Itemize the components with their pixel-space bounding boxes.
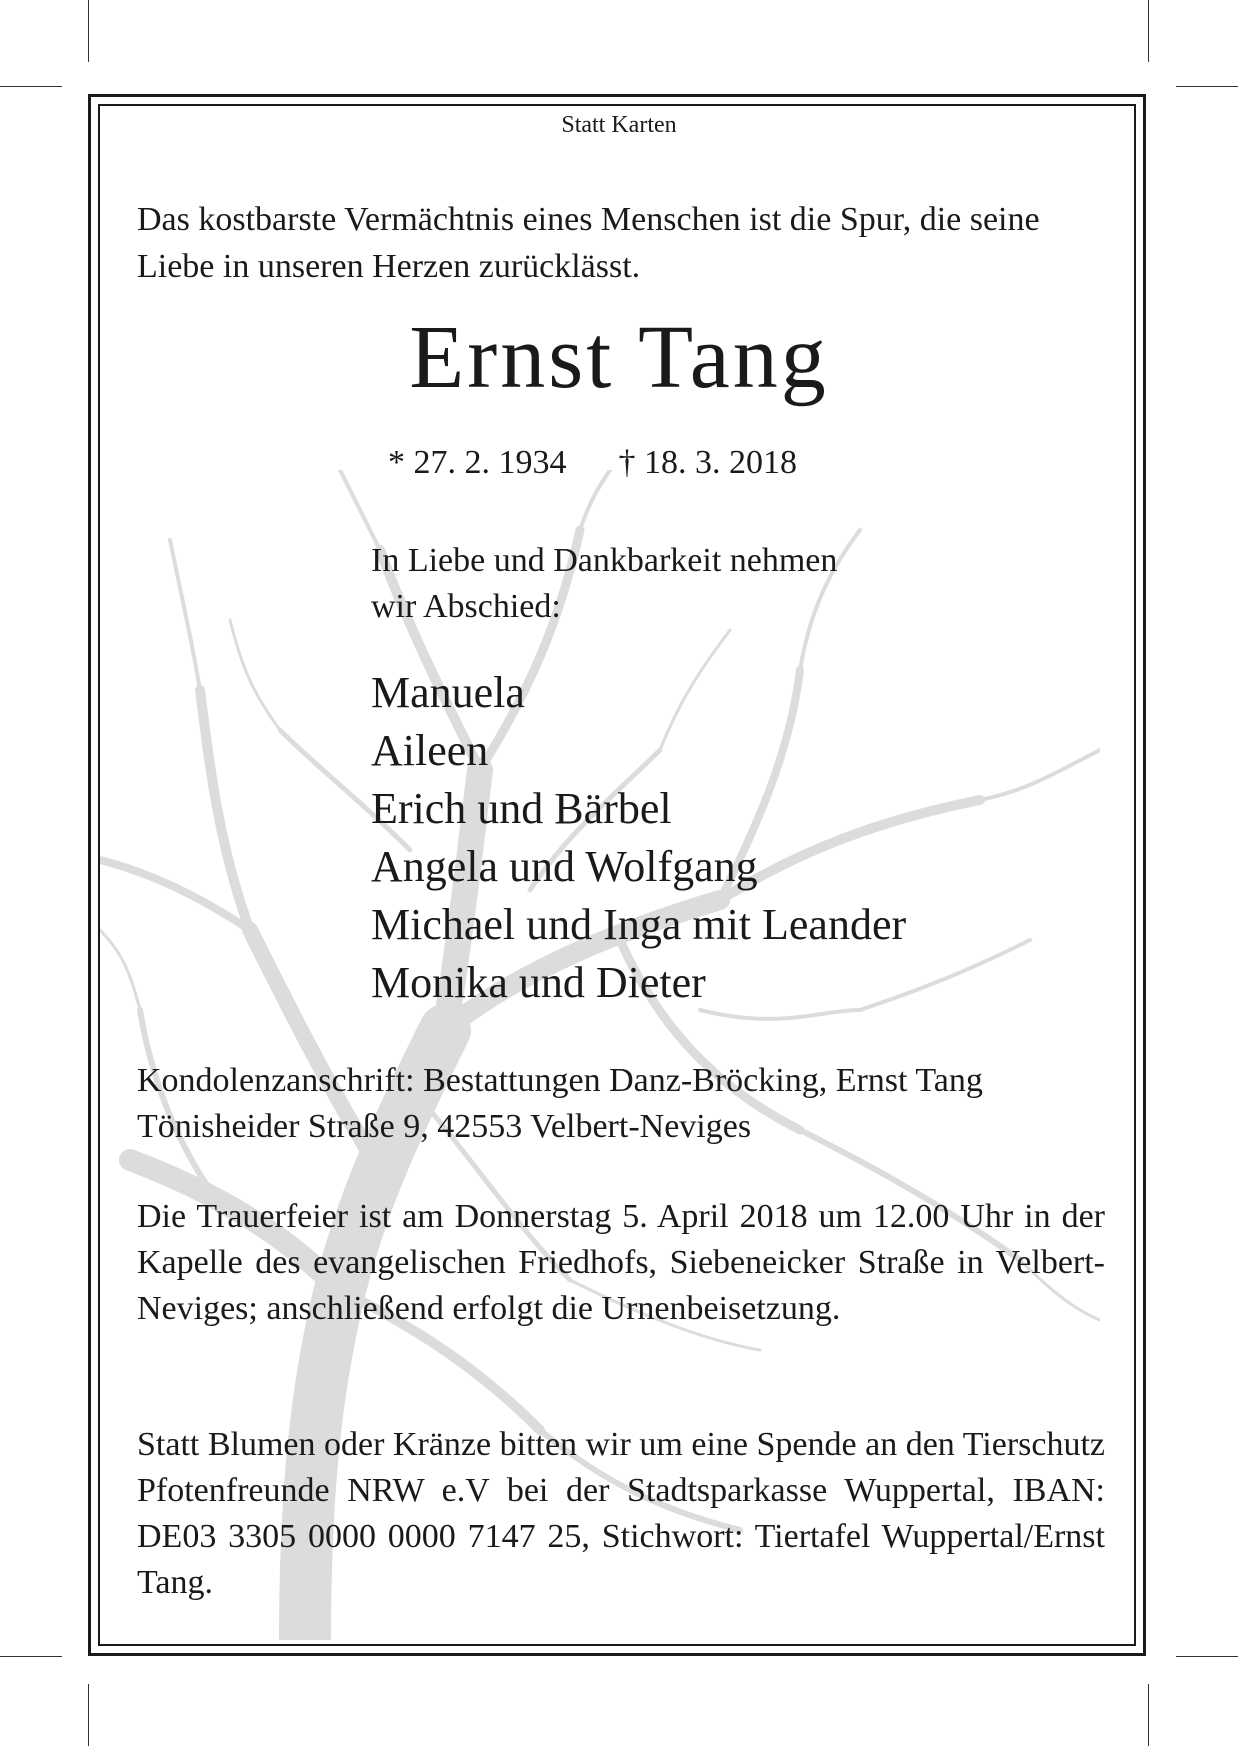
crop-mark-top-right-h [1176, 86, 1238, 87]
statt-karten-label: Statt Karten [561, 112, 677, 138]
death-date: † 18. 3. 2018 [618, 444, 797, 481]
crop-mark-bottom-left-h [0, 1656, 62, 1657]
farewell-line-2: wir Abschied: [371, 588, 561, 625]
deceased-name: Ernst Tang [409, 308, 829, 407]
mourner-item: Aileen [371, 726, 489, 775]
mourner-item: Manuela [371, 668, 525, 717]
ceremony-info: Die Trauerfeier ist am Donnerstag 5. April 2018 um 12.00 Uhr in der Kapelle des evangelischen Friedhofs, Siebeneicker Straße in Velbert-Neviges; anschließend erfolgt die Urnenbeisetzung. [137, 1198, 1105, 1327]
condolence-line-2: Tönisheider Straße 9, 42553 Velbert-Neviges [137, 1108, 752, 1145]
farewell-line-1: In Liebe und Dankbarkeit nehmen [371, 542, 838, 579]
crop-mark-bottom-left [88, 1684, 89, 1746]
birth-date: * 27. 2. 1934 [388, 444, 567, 481]
condolence-line-1: Kondolenzanschrift: Bestattungen Danz-Bröcking, Ernst Tang [137, 1062, 983, 1099]
mourners-list [371, 664, 1131, 1012]
crop-mark-top-right [1148, 0, 1149, 62]
crop-mark-bottom-right [1148, 1684, 1149, 1746]
farewell-text [371, 538, 1071, 630]
mourner-item: Erich und Bärbel [371, 784, 672, 833]
memorial-quote: Das kostbarste Vermächtnis eines Menschen ist die Spur, die seine Liebe in unseren Herzen zurücklässt. [137, 201, 1040, 285]
crop-mark-bottom-right-h [1176, 1656, 1238, 1657]
donation-info: Statt Blumen oder Kränze bitten wir um eine Spende an den Tierschutz Pfotenfreunde NRW e.V bei der Stadtsparkasse Wuppertal, IBAN: DE03 3305 0000 0000 7147 25, Stichwort: Tiertafel Wuppertal/Ernst Tang. [137, 1426, 1105, 1601]
life-dates [388, 444, 797, 482]
crop-mark-top-left [88, 0, 89, 62]
mourner-item: Angela und Wolfgang [371, 842, 758, 891]
condolence-address [137, 1058, 1105, 1150]
mourner-item: Michael und Inga mit Leander [371, 900, 907, 949]
mourner-item: Monika und Dieter [371, 958, 706, 1007]
crop-mark-top-left-h [0, 86, 62, 87]
